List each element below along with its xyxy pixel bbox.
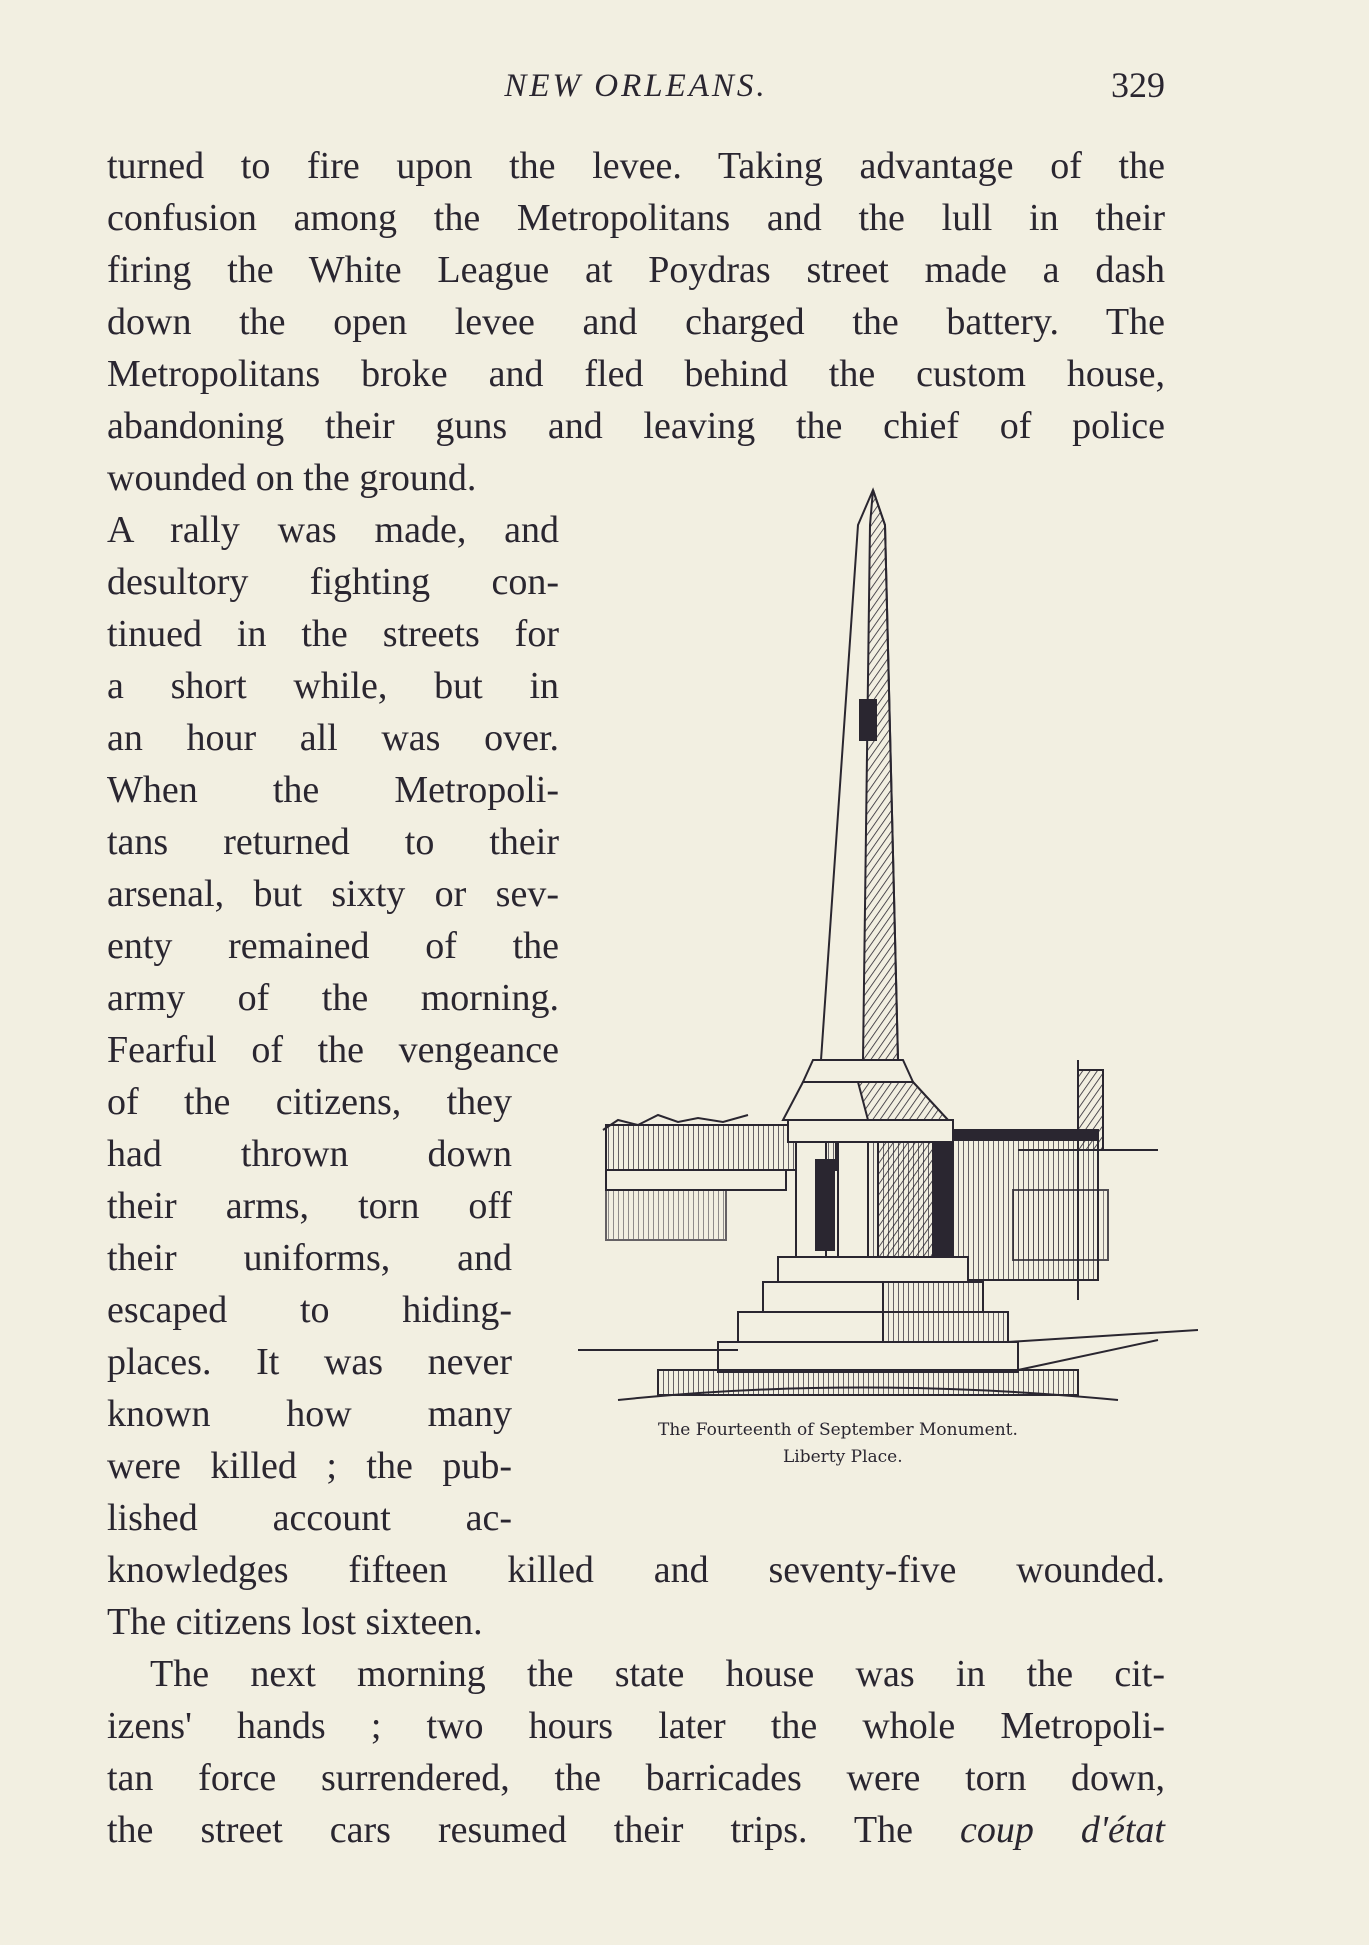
- text-line: tans returned to their: [107, 821, 559, 863]
- text-line: turned to fire upon the levee. Taking advantage of the: [107, 145, 1165, 187]
- text-line: Metropolitans broke and fled behind the custom house,: [107, 353, 1165, 395]
- text-line: firing the White League at Poydras street made a dash: [107, 249, 1165, 291]
- text-line: desultory fighting con-: [107, 561, 559, 603]
- figure-caption-line1: The Fourteenth of September Monument.: [658, 1420, 1018, 1440]
- text-line: known how many: [107, 1393, 512, 1435]
- text-line: tinued in the streets for: [107, 613, 559, 655]
- text-line: were killed ; the pub-: [107, 1445, 512, 1487]
- monument-drawing: [558, 470, 1198, 1475]
- running-title: NEW ORLEANS.: [504, 68, 768, 104]
- text-line: The next morning the state house was in the cit-: [150, 1653, 1165, 1695]
- page-number: 329: [1111, 65, 1165, 105]
- text-line: places. It was never: [107, 1341, 512, 1383]
- text-line: A rally was made, and: [107, 509, 559, 551]
- text-line: confusion among the Metropolitans and the lull in their: [107, 197, 1165, 239]
- text-line: The citizens lost sixteen.: [107, 1601, 483, 1643]
- text-line: their uniforms, and: [107, 1237, 512, 1279]
- text-line: lished account ac-: [107, 1497, 512, 1539]
- text-line: down the open levee and charged the battery. The: [107, 301, 1165, 343]
- text-line: tan force surrendered, the barricades were torn down,: [107, 1757, 1165, 1799]
- monument-illustration: [558, 470, 1198, 1475]
- text-line: When the Metropoli-: [107, 769, 559, 811]
- text-line: Fearful of the vengeance: [107, 1029, 559, 1071]
- page-header: [107, 64, 1165, 114]
- text-line: wounded on the ground.: [107, 457, 477, 499]
- text-line: army of the morning.: [107, 977, 559, 1019]
- text-line: of the citizens, they: [107, 1081, 512, 1123]
- text-line-last: [107, 1804, 1165, 1856]
- text-line: knowledges fifteen killed and seventy-five wounded.: [107, 1549, 1165, 1591]
- text-line: escaped to hiding-: [107, 1289, 512, 1331]
- italic-phrase: coup d'état: [959, 1809, 1165, 1851]
- text-line: izens' hands ; two hours later the whole Metropoli-: [107, 1705, 1165, 1747]
- text-line: a short while, but in: [107, 665, 559, 707]
- text-line: an hour all was over.: [107, 717, 559, 759]
- text-line: had thrown down: [107, 1133, 512, 1175]
- text-line-start: the street cars resumed their trips. The: [107, 1809, 960, 1851]
- text-line: abandoning their guns and leaving the chief of police: [107, 405, 1165, 447]
- text-line: enty remained of the: [107, 925, 559, 967]
- text-line: arsenal, but sixty or sev-: [107, 873, 559, 915]
- text-line: their arms, torn off: [107, 1185, 512, 1227]
- figure-caption-line2: Liberty Place.: [783, 1447, 903, 1467]
